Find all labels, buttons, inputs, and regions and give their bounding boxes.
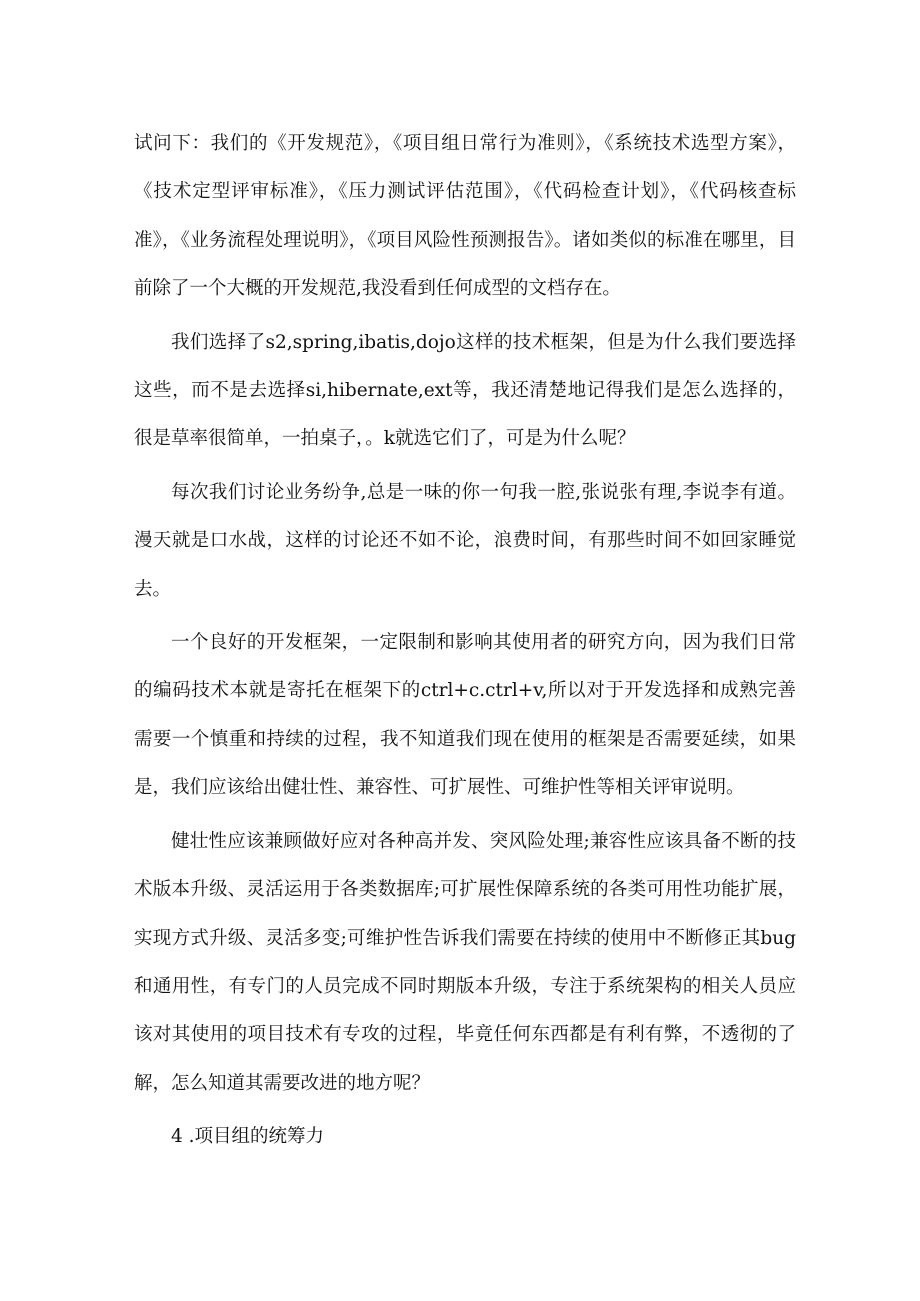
paragraph-standards-question: 试问下：我们的《开发规范》，《项目组日常行为准则》，《系统技术选型方案》，《技术定型评审标准》，《压力测试评估范围》，《代码检查计划》，《代码核查标准》，《业务流程处理说明》，《项目风险性预测报告》。诸如类似的标准在哪里，目前除了一个大概的开发规范,我没看到任何成型的文档存在。 <box>134 133 796 300</box>
paragraph-framework-choice: 我们选择了s2,spring,ibatis,dojo这样的技术框架，但是为什么我们要选择这些，而不是去选择si,hibernate,ext等，我还清楚地记得我们是怎么选择的，很是草率很简单，一拍桌子，。k就选它们了，可是为什么呢？ <box>134 331 796 450</box>
paragraph-quality-attributes: 健壮性应该兼顾做好应对各种高并发、突风险处理;兼容性应该具备不断的技术版本升级、灵活运用于各类数据库;可扩展性保障系统的各类可用性功能扩展，实现方式升级、灵活多变;可维护性告诉我们需要在持续的使用中不断修正其bug和通用性，有专门的人员完成不同时期版本升级，专注于系统架构的相关人员应该对其使用的项目技术有专攻的过程，毕竟任何东西都是有利有弊，不透彻的了解，怎么知道其需要改进的地方呢？ <box>134 830 796 1094</box>
section-heading: 4 .项目组的统筹力 <box>171 1126 325 1148</box>
document-body <box>134 120 796 1162</box>
paragraph-business-discussion: 每次我们讨论业务纷争,总是一味的你一句我一腔,张说张有理,李说李有道。漫天就是口水战，这样的讨论还不如不论，浪费时间，有那些时间不如回家睡觉去。 <box>134 481 796 600</box>
paragraph-framework-evaluation: 一个良好的开发框架，一定限制和影响其使用者的研究方向，因为我们日常的编码技术本就是寄托在框架下的ctrl+c.ctrl+v,所以对于开发选择和成熟完善需要一个慎重和持续的过程，我不知道我们现在使用的框架是否需要延续，如果是，我们应该给出健壮性、兼容性、可扩展性、可维护性等相关评审说明。 <box>134 632 796 799</box>
